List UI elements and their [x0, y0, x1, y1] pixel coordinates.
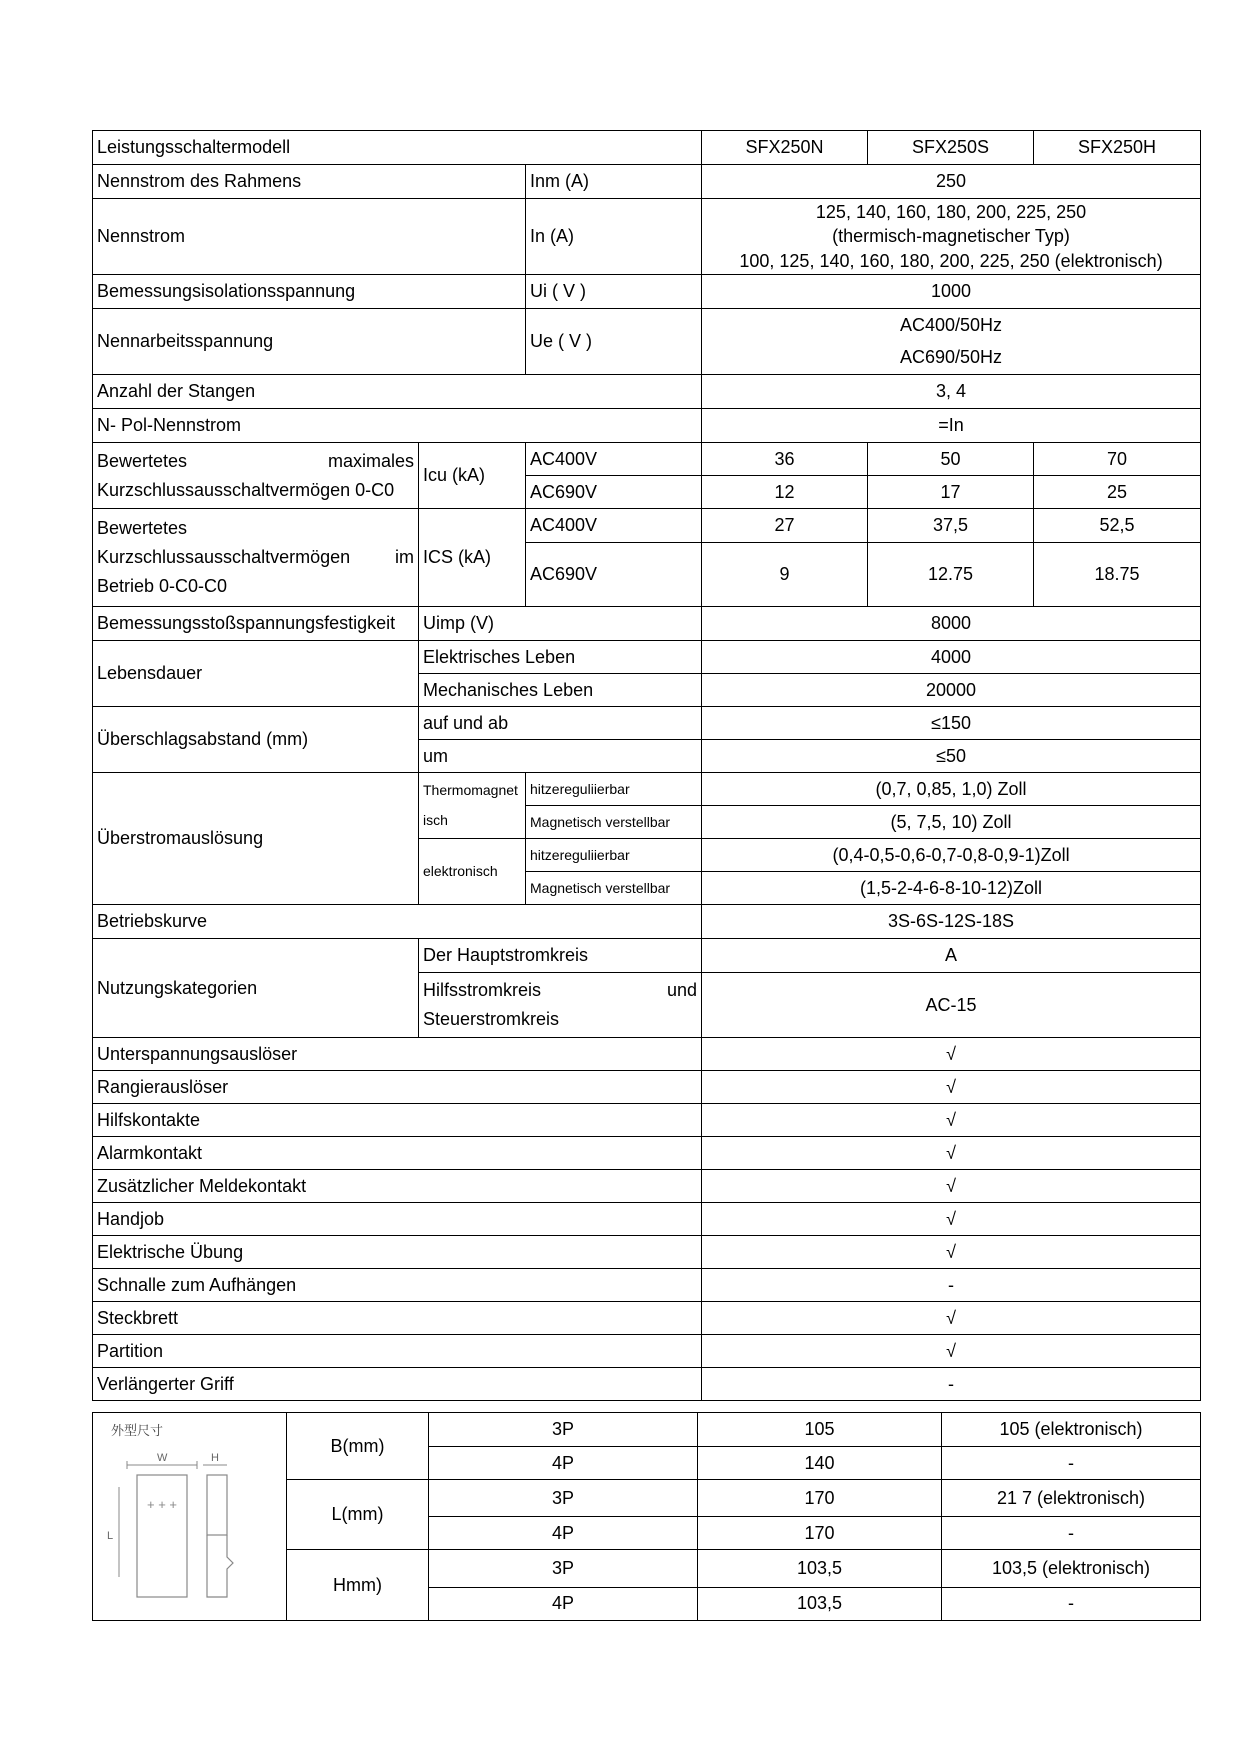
accessory-label: Elektrische Übung [93, 1236, 702, 1269]
accessory-label: Unterspannungsauslöser [93, 1038, 702, 1071]
impulse-row [93, 607, 1201, 641]
accessory-row [93, 1302, 1201, 1335]
accessory-label: Hilfskontakte [93, 1104, 702, 1137]
usage-main-value: A [702, 939, 1201, 973]
model-s: SFX250S [868, 131, 1034, 165]
rated-current-values [702, 199, 1201, 275]
dim-l-4p-electronic: - [942, 1517, 1201, 1550]
overcurrent-thermo-heat-value: (0,7, 0,85, 1,0) Zoll [702, 773, 1201, 806]
ics-n-690: 9 [702, 543, 868, 607]
ics-h-690: 18.75 [1034, 543, 1201, 607]
accessory-row [93, 1104, 1201, 1137]
accessory-label: Steckbrett [93, 1302, 702, 1335]
accessory-row [93, 1335, 1201, 1368]
icu-voltage-400: AC400V [526, 443, 702, 476]
dim-h-4p-value: 103,5 [698, 1587, 942, 1620]
dim-row-b-3p [93, 1413, 1201, 1447]
usage-label: Nutzungskategorien [93, 939, 419, 1038]
accessory-value: √ [702, 1335, 1201, 1368]
accessory-value: √ [702, 1236, 1201, 1269]
dim-b-4p-electronic: - [942, 1447, 1201, 1480]
dim-h-3p: 3P [429, 1550, 698, 1587]
n-pole-current-label: N- Pol-Nennstrom [93, 409, 702, 443]
icu-row-400 [93, 443, 1201, 476]
frame-current-label: Nennstrom des Rahmens [93, 165, 526, 199]
dim-b-4p-value: 140 [698, 1447, 942, 1480]
accessory-value: √ [702, 1038, 1201, 1071]
dim-h-4p-electronic: - [942, 1587, 1201, 1620]
accessory-label: Rangierauslöser [93, 1071, 702, 1104]
n-pole-current-row [93, 409, 1201, 443]
operating-voltage-values [702, 309, 1201, 375]
accessory-label: Verlängerter Griff [93, 1368, 702, 1401]
figure-label-w: W [157, 1452, 168, 1464]
dim-l-4p-value: 170 [698, 1517, 942, 1550]
overcurrent-thermo-heat-label: hitzereguliierbar [526, 773, 702, 806]
accessory-label: Alarmkontakt [93, 1137, 702, 1170]
rated-current-label: Nennstrom [93, 199, 526, 275]
operating-voltage-row [93, 309, 1201, 375]
rated-current-line1: 125, 140, 160, 180, 200, 225, 250 [815, 202, 1087, 223]
ics-n-400: 27 [702, 509, 868, 543]
dim-b-3p-electronic: 105 (elektronisch) [942, 1413, 1201, 1447]
accessory-row [93, 1038, 1201, 1071]
overcurrent-thermo-label: Thermomagnetisch [419, 773, 526, 839]
dimension-figure-cell [93, 1413, 287, 1621]
ics-s-690: 12.75 [868, 543, 1034, 607]
dim-b-label: B(mm) [287, 1413, 429, 1480]
life-mechanical-label: Mechanisches Leben [419, 674, 702, 707]
model-n: SFX250N [702, 131, 868, 165]
accessory-label: Handjob [93, 1203, 702, 1236]
spec-table [92, 130, 1201, 1401]
model-h: SFX250H [1034, 131, 1201, 165]
icu-n-400: 36 [702, 443, 868, 476]
overcurrent-electronic-magnetic-value: (1,5-2-4-6-8-10-12)Zoll [702, 872, 1201, 905]
usage-row-main [93, 939, 1201, 973]
accessory-label: Schnalle zum Aufhängen [93, 1269, 702, 1302]
operating-voltage-value1: AC400/50Hz [900, 315, 1003, 335]
arc-updown-value: ≤150 [702, 707, 1201, 740]
life-label: Lebensdauer [93, 641, 419, 707]
dim-h-4p: 4P [429, 1587, 698, 1620]
accessory-value: √ [702, 1170, 1201, 1203]
arc-around-value: ≤50 [702, 740, 1201, 773]
breaker-front-outline [137, 1475, 187, 1597]
ics-voltage-690: AC690V [526, 543, 702, 607]
header-label: Leistungsschaltermodell [93, 131, 702, 165]
overcurrent-electronic-heat-value: (0,4-0,5-0,6-0,7-0,8-0,9-1)Zoll [702, 839, 1201, 872]
dim-b-3p-value: 105 [698, 1413, 942, 1447]
accessory-row [93, 1137, 1201, 1170]
icu-h-690: 25 [1034, 476, 1201, 509]
breaker-side-upper [207, 1475, 227, 1535]
overcurrent-label: Überstromauslösung [93, 773, 419, 905]
icu-label: Bewertetes maximales Kurzschlussausschaltvermögen 0-C0 [93, 443, 419, 509]
icu-s-690: 17 [868, 476, 1034, 509]
usage-aux-label: Hilfsstromkreis und Steuerstromkreis [419, 973, 702, 1038]
breaker-side-lower [207, 1535, 233, 1597]
impulse-unit: Uimp (V) [419, 607, 702, 641]
dim-b-3p: 3P [429, 1413, 698, 1447]
rated-current-unit: In (A) [526, 199, 702, 275]
arc-updown-label: auf und ab [419, 707, 702, 740]
frame-current-unit: Inm (A) [526, 165, 702, 199]
accessory-row [93, 1269, 1201, 1302]
accessory-value: - [702, 1368, 1201, 1401]
rated-current-line3: 100, 125, 140, 160, 180, 200, 225, 250 (elektronisch) [739, 250, 1163, 271]
figure-title: 外型尺寸 [111, 1424, 164, 1439]
impulse-label: Bemessungsstoßspannungsfestigkeit [93, 607, 419, 641]
dim-l-3p-electronic: 21 7 (elektronisch) [942, 1480, 1201, 1517]
ics-row-400 [93, 509, 1201, 543]
operating-voltage-value2: AC690/50Hz [900, 346, 1003, 367]
frame-current-value: 250 [702, 165, 1201, 199]
frame-current-row [93, 165, 1201, 199]
accessory-value: √ [702, 1302, 1201, 1335]
accessory-row [93, 1071, 1201, 1104]
dim-l-label: L(mm) [287, 1480, 429, 1550]
breaker-poles-marks: + + + [147, 1497, 177, 1512]
operating-voltage-label: Nennarbeitsspannung [93, 309, 526, 375]
figure-label-h: H [211, 1452, 219, 1464]
ics-unit: ICS (kA) [419, 509, 526, 607]
ics-h-400: 52,5 [1034, 509, 1201, 543]
accessory-value: √ [702, 1203, 1201, 1236]
life-electrical-value: 4000 [702, 641, 1201, 674]
life-mechanical-value: 20000 [702, 674, 1201, 707]
dim-b-4p: 4P [429, 1447, 698, 1480]
accessory-value: √ [702, 1104, 1201, 1137]
rated-current-line2: (thermisch-magnetischer Typ) [832, 226, 1070, 247]
arc-row-updown [93, 707, 1201, 740]
insulation-voltage-row [93, 275, 1201, 309]
accessory-label: Zusätzlicher Meldekontakt [93, 1170, 702, 1203]
poles-label: Anzahl der Stangen [93, 375, 702, 409]
curve-row [93, 905, 1201, 939]
dimension-drawing [97, 1417, 277, 1607]
curve-value: 3S-6S-12S-18S [702, 905, 1201, 939]
life-row-electrical [93, 641, 1201, 674]
overcurrent-electronic-magnetic-label: Magnetisch verstellbar [526, 872, 702, 905]
insulation-voltage-unit: Ui ( V ) [526, 275, 702, 309]
n-pole-current-value: =In [702, 409, 1201, 443]
life-electrical-label: Elektrisches Leben [419, 641, 702, 674]
usage-aux-value: AC-15 [702, 973, 1201, 1038]
accessory-label: Partition [93, 1335, 702, 1368]
ics-label: Bewertetes Kurzschlussausschaltvermögen im Betrieb 0-C0-C0 [93, 509, 419, 607]
ics-s-400: 37,5 [868, 509, 1034, 543]
model-header-row [93, 131, 1201, 165]
overcurrent-row-thermo-heat [93, 773, 1201, 806]
overcurrent-thermo-magnetic-value: (5, 7,5, 10) Zoll [702, 806, 1201, 839]
overcurrent-electronic-heat-label: hitzereguliierbar [526, 839, 702, 872]
icu-unit: Icu (kA) [419, 443, 526, 509]
usage-main-label: Der Hauptstromkreis [419, 939, 702, 973]
icu-voltage-690: AC690V [526, 476, 702, 509]
icu-s-400: 50 [868, 443, 1034, 476]
curve-label: Betriebskurve [93, 905, 702, 939]
dim-h-3p-value: 103,5 [698, 1550, 942, 1587]
dimensions-table [92, 1412, 1201, 1621]
dim-h-3p-electronic: 103,5 (elektronisch) [942, 1550, 1201, 1587]
dim-l-3p: 3P [429, 1480, 698, 1517]
poles-value: 3, 4 [702, 375, 1201, 409]
accessory-value: √ [702, 1137, 1201, 1170]
figure-label-l: L [107, 1530, 114, 1542]
accessory-row [93, 1368, 1201, 1401]
arc-around-label: um [419, 740, 702, 773]
operating-voltage-unit: Ue ( V ) [526, 309, 702, 375]
dim-h-label: Hmm) [287, 1550, 429, 1620]
icu-h-400: 70 [1034, 443, 1201, 476]
insulation-voltage-label: Bemessungsisolationsspannung [93, 275, 526, 309]
accessory-value: - [702, 1269, 1201, 1302]
dim-l-3p-value: 170 [698, 1480, 942, 1517]
accessory-value: √ [702, 1071, 1201, 1104]
arc-label: Überschlagsabstand (mm) [93, 707, 419, 773]
accessory-row [93, 1236, 1201, 1269]
accessory-row [93, 1170, 1201, 1203]
icu-n-690: 12 [702, 476, 868, 509]
insulation-voltage-value: 1000 [702, 275, 1201, 309]
overcurrent-thermo-magnetic-label: Magnetisch verstellbar [526, 806, 702, 839]
rated-current-row [93, 199, 1201, 275]
impulse-value: 8000 [702, 607, 1201, 641]
poles-row [93, 375, 1201, 409]
dim-l-4p: 4P [429, 1517, 698, 1550]
accessory-row [93, 1203, 1201, 1236]
overcurrent-electronic-label: elektronisch [419, 839, 526, 905]
ics-voltage-400: AC400V [526, 509, 702, 543]
